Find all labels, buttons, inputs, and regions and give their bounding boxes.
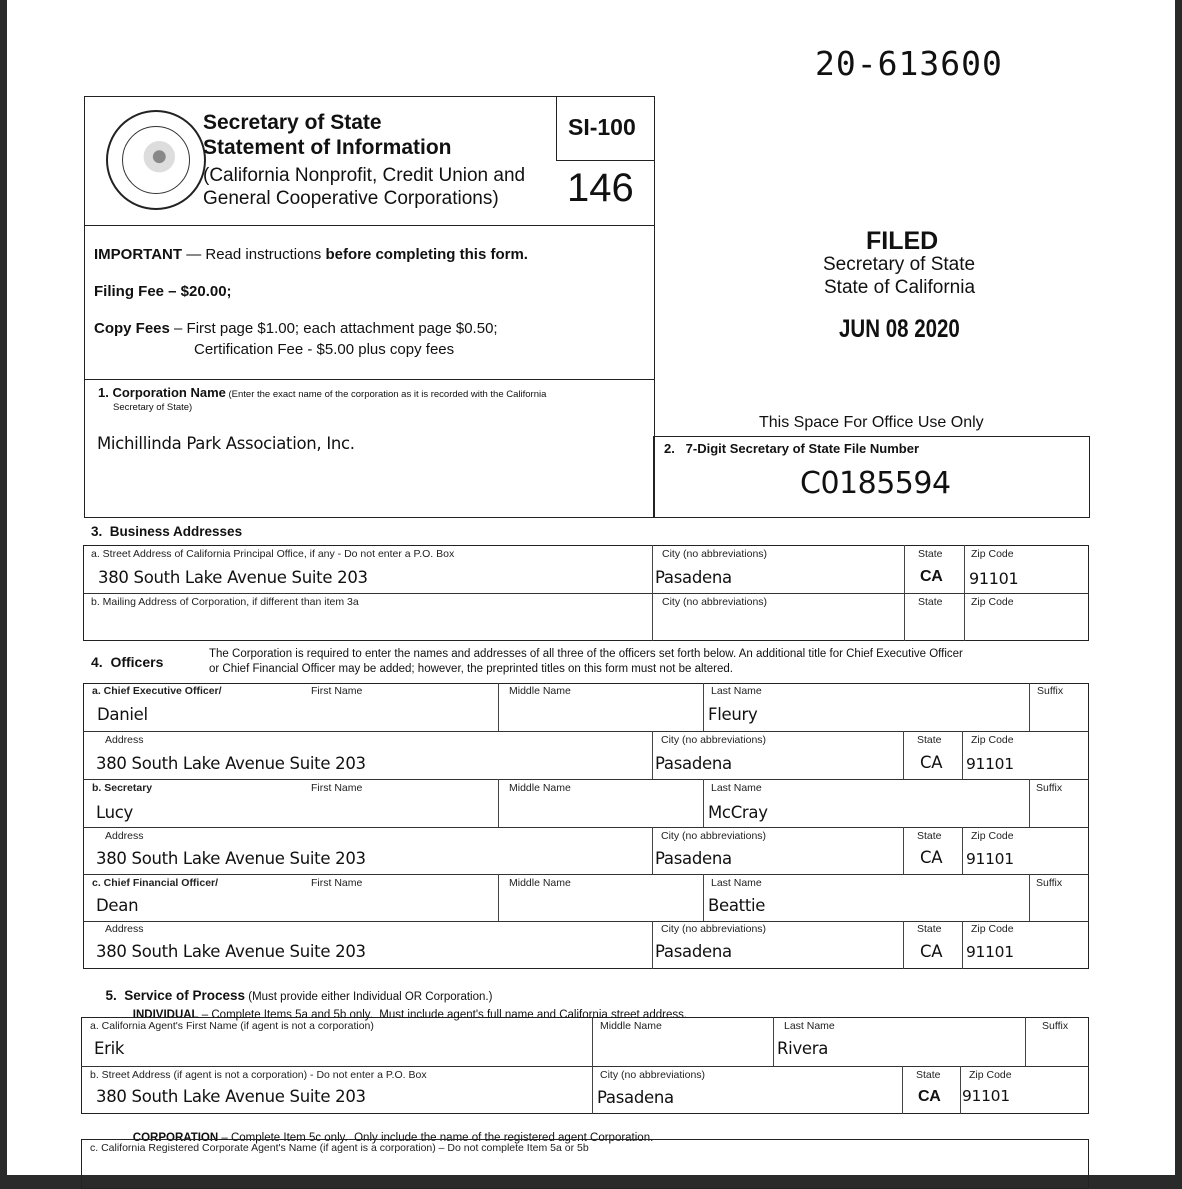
cfo-state-label: State <box>917 923 942 935</box>
secretary-city-value[interactable]: Pasadena <box>655 849 732 868</box>
ceo-first-name-label: First Name <box>311 685 363 697</box>
corporation-name-note: (Enter the exact name of the corporation as it is recorded with the California <box>225 389 547 400</box>
individual-text: – Complete Items 5a and 5b only. Must include agent's full name and California street address. <box>198 1009 688 1021</box>
mailing-city-label: City (no abbreviations) <box>662 596 768 608</box>
copy-fees-label: Copy Fees <box>94 320 170 337</box>
corporation-name-label-bold: 1. Corporation Name <box>98 385 226 400</box>
agent-state-label: State <box>916 1069 941 1081</box>
secretary-zip-value[interactable]: 91101 <box>966 850 1014 868</box>
principal-address-label: a. Street Address of California Principal Office, if any - Do not enter a P.O. Box <box>91 548 455 560</box>
ceo-zip-value[interactable]: 91101 <box>966 755 1014 773</box>
important-notice <box>94 246 528 263</box>
agent-first-name-value[interactable]: Erik <box>94 1039 125 1058</box>
ceo-zip-label: Zip Code <box>971 734 1014 746</box>
copy-fees <box>94 320 498 337</box>
secretary-state-value[interactable]: CA <box>920 848 943 867</box>
header-subtitle-line1: (California Nonprofit, Credit Union and <box>203 165 526 186</box>
cfo-first-name-label: First Name <box>311 877 363 889</box>
filed-stamp-date: JUN 08 2020 <box>839 315 960 343</box>
business-addresses-heading: 3. Business Addresses <box>91 524 243 539</box>
ceo-state-value[interactable]: CA <box>920 753 943 772</box>
officers-note-line1: The Corporation is required to enter the names and addresses of all three of the officers set forth below. An additional title for Chief Executive Officer <box>209 648 963 660</box>
form-sequence-number: 146 <box>567 166 634 210</box>
important-label: IMPORTANT <box>94 246 183 263</box>
ceo-street-value[interactable]: 380 South Lake Avenue Suite 203 <box>96 754 366 773</box>
secretary-street-value[interactable]: 380 South Lake Avenue Suite 203 <box>96 849 366 868</box>
principal-street-value[interactable]: 380 South Lake Avenue Suite 203 <box>98 568 368 587</box>
corporation-name-value[interactable]: Michillinda Park Association, Inc. <box>97 434 355 453</box>
secretary-middle-name-label: Middle Name <box>509 782 571 794</box>
filed-stamp-line2: State of California <box>824 277 976 298</box>
important-text-bold: before completing this form. <box>325 246 528 263</box>
ceo-suffix-label: Suffix <box>1037 685 1064 697</box>
secretary-first-name-value[interactable]: Lucy <box>96 803 133 822</box>
important-text: — Read instructions <box>182 246 326 263</box>
service-of-process-title: 5. Service of Process <box>105 988 246 1003</box>
cfo-last-name-value[interactable]: Beattie <box>708 896 766 915</box>
officers-note-line2: or Chief Financial Officer may be added; however, the preprinted titles on this form must not be altered. <box>209 663 733 675</box>
ceo-last-name-label: Last Name <box>711 685 762 697</box>
ceo-first-name-value[interactable]: Daniel <box>97 705 148 724</box>
cfo-state-value[interactable]: CA <box>920 942 943 961</box>
secretary-last-name-label: Last Name <box>711 782 762 794</box>
principal-city-label: City (no abbreviations) <box>662 548 768 560</box>
agent-street-value[interactable]: 380 South Lake Avenue Suite 203 <box>96 1087 366 1106</box>
agent-zip-value[interactable]: 91101 <box>962 1087 1010 1105</box>
agent-first-name-label: a. California Agent's First Name (if agent is not a corporation) <box>90 1020 374 1032</box>
cfo-first-name-value[interactable]: Dean <box>96 896 139 915</box>
agent-suffix-label: Suffix <box>1042 1020 1069 1032</box>
principal-zip-value[interactable]: 91101 <box>969 569 1019 588</box>
principal-city-value[interactable]: Pasadena <box>655 568 732 587</box>
cfo-title-label: c. Chief Financial Officer/ <box>92 877 219 889</box>
ceo-middle-name-label: Middle Name <box>509 685 571 697</box>
copy-fees-text: – First page $1.00; each attachment page $0.50; <box>169 320 498 337</box>
cfo-last-name-label: Last Name <box>711 877 762 889</box>
ceo-address-label: Address <box>105 734 144 746</box>
secretary-address-label: Address <box>105 830 144 842</box>
form-code: SI-100 <box>568 114 636 140</box>
corporate-agent-label: c. California Registered Corporate Agent's Name (if agent is a corporation) – Do not complete Item 5a or 5b <box>90 1142 589 1154</box>
corporation-text: – Complete Item 5c only. Only include the name of the registered agent Corporation. <box>218 1132 654 1144</box>
secretary-city-label: City (no abbreviations) <box>661 830 767 842</box>
agent-street-label: b. Street Address (if agent is not a corporation) - Do not enter a P.O. Box <box>90 1069 427 1081</box>
header-subtitle-line2: General Cooperative Corporations) <box>203 188 499 209</box>
corporation-name-label <box>98 385 546 400</box>
cfo-address-label: Address <box>105 923 144 935</box>
ceo-city-label: City (no abbreviations) <box>661 734 767 746</box>
secretary-zip-label: Zip Code <box>971 830 1014 842</box>
cfo-city-label: City (no abbreviations) <box>661 923 767 935</box>
ceo-title-label: a. Chief Executive Officer/ <box>92 685 222 697</box>
cfo-city-value[interactable]: Pasadena <box>655 942 732 961</box>
cfo-street-value[interactable]: 380 South Lake Avenue Suite 203 <box>96 942 366 961</box>
secretary-state-label: State <box>917 830 942 842</box>
secretary-first-name-label: First Name <box>311 782 363 794</box>
agent-last-name-label: Last Name <box>784 1020 835 1032</box>
mailing-zip-label: Zip Code <box>971 596 1014 608</box>
agent-city-value[interactable]: Pasadena <box>597 1088 674 1107</box>
header-title-line1: Secretary of State <box>203 111 382 134</box>
filed-stamp-title: FILED <box>866 227 939 255</box>
agent-last-name-value[interactable]: Rivera <box>777 1039 829 1058</box>
filing-fee: Filing Fee – $20.00; <box>94 283 232 300</box>
ceo-city-value[interactable]: Pasadena <box>655 754 732 773</box>
file-number-value[interactable]: C0185594 <box>800 466 951 501</box>
agent-zip-label: Zip Code <box>969 1069 1012 1081</box>
officers-heading: 4. Officers <box>91 654 164 670</box>
agent-middle-name-label: Middle Name <box>600 1020 662 1032</box>
corporation-name-note2: Secretary of State) <box>113 402 193 413</box>
agent-state-value[interactable]: CA <box>918 1088 941 1105</box>
principal-state-value[interactable]: CA <box>920 568 943 585</box>
mailing-state-label: State <box>918 596 943 608</box>
cfo-zip-label: Zip Code <box>971 923 1014 935</box>
cfo-middle-name-label: Middle Name <box>509 877 571 889</box>
filed-stamp-line1: Secretary of State <box>823 254 976 275</box>
secretary-last-name-value[interactable]: McCray <box>708 803 768 822</box>
secretary-title-label: b. Secretary <box>92 782 153 794</box>
service-of-process-note: (Must provide either Individual OR Corporation.) <box>245 991 493 1003</box>
secretary-suffix-label: Suffix <box>1036 782 1063 794</box>
corporation-label: CORPORATION <box>132 1132 219 1144</box>
file-number-label: 2. 7-Digit Secretary of State File Number <box>664 441 920 456</box>
principal-zip-label: Zip Code <box>971 548 1014 560</box>
ceo-state-label: State <box>917 734 942 746</box>
cfo-suffix-label: Suffix <box>1036 877 1063 889</box>
document-number: 20-613600 <box>815 44 1003 83</box>
header-title-line2: Statement of Information <box>203 136 452 159</box>
principal-state-label: State <box>918 548 943 560</box>
agent-city-label: City (no abbreviations) <box>600 1069 706 1081</box>
ceo-last-name-value[interactable]: Fleury <box>708 705 758 724</box>
mailing-address-label: b. Mailing Address of Corporation, if different than item 3a <box>91 596 359 608</box>
document-page <box>7 0 1175 1175</box>
certification-fee: Certification Fee - $5.00 plus copy fees <box>194 341 455 358</box>
cfo-zip-value[interactable]: 91101 <box>966 943 1014 961</box>
california-seal-icon <box>106 110 206 210</box>
office-use-label: This Space For Office Use Only <box>759 414 984 431</box>
individual-label: INDIVIDUAL <box>132 1009 199 1021</box>
